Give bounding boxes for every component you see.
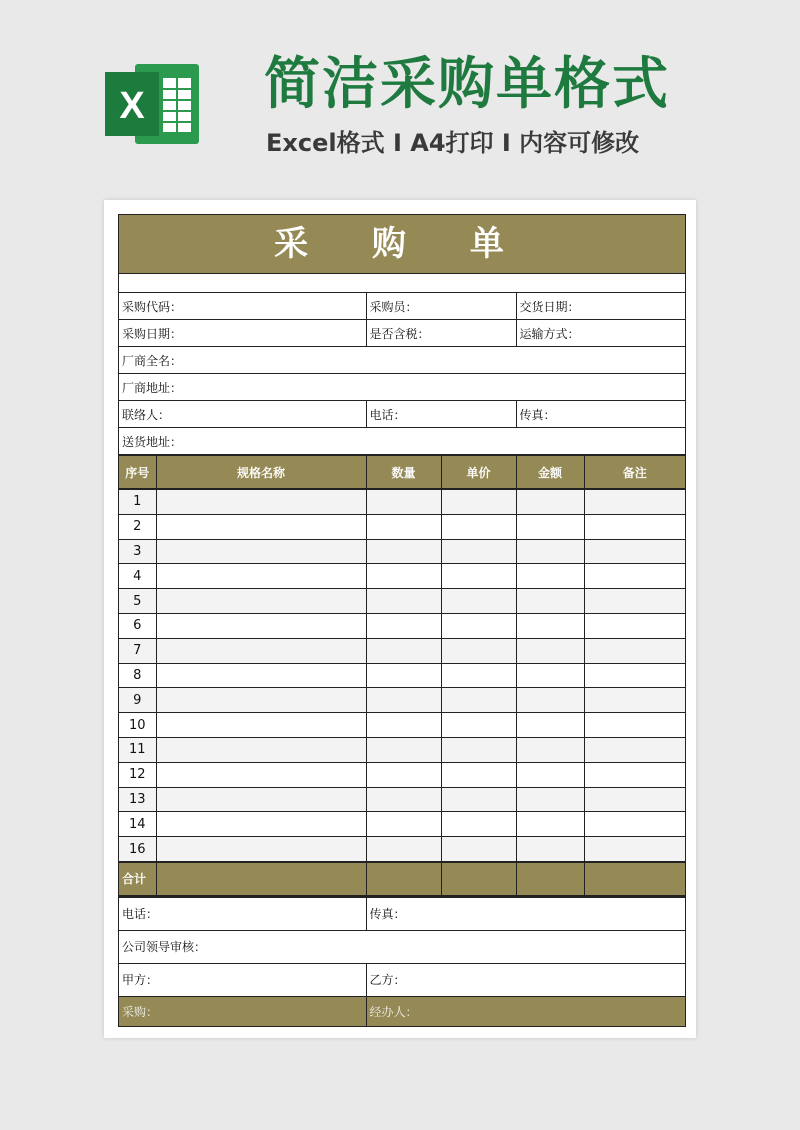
item-amount-cell[interactable]: [516, 737, 584, 762]
subheadline: Excel格式 I A4打印 I 内容可修改: [266, 129, 640, 157]
item-amount-cell[interactable]: [516, 713, 584, 738]
item-amount-cell[interactable]: [516, 787, 584, 812]
purchase-code-field[interactable]: 采购代码：: [119, 293, 366, 320]
item-amount-cell[interactable]: [516, 489, 584, 514]
party-a-field[interactable]: 甲方：: [119, 963, 366, 996]
table-row: [119, 713, 685, 738]
item-index: 3: [119, 539, 156, 564]
item-qty-cell[interactable]: [366, 564, 441, 589]
form-title: 采 购 单: [119, 215, 685, 274]
item-index: 4: [119, 564, 156, 589]
item-price-cell[interactable]: [441, 638, 516, 663]
info-table: [119, 293, 685, 455]
table-row: [119, 589, 685, 614]
item-spec-cell[interactable]: [156, 489, 366, 514]
item-qty-cell[interactable]: [366, 539, 441, 564]
purchase-order-sheet: [118, 214, 686, 1027]
total-amount-cell[interactable]: [516, 862, 584, 896]
table-row: [119, 688, 685, 713]
items-table: [119, 455, 685, 897]
info-row: [119, 374, 685, 401]
buyer-field[interactable]: 采购员：: [366, 293, 516, 320]
item-notes-cell[interactable]: [584, 688, 685, 713]
item-amount-cell[interactable]: [516, 688, 584, 713]
delivery-address-field[interactable]: 送货地址：: [119, 428, 685, 455]
total-notes-cell[interactable]: [584, 862, 685, 896]
item-notes-cell[interactable]: [584, 787, 685, 812]
item-spec-cell[interactable]: [156, 812, 366, 837]
table-row: [119, 539, 685, 564]
item-notes-cell[interactable]: [584, 663, 685, 688]
vendor-address-field[interactable]: 厂商地址：: [119, 374, 685, 401]
item-spec-cell[interactable]: [156, 564, 366, 589]
purchase-date-field[interactable]: 采购日期：: [119, 320, 366, 347]
phone-field[interactable]: 电话：: [366, 401, 516, 428]
info-row: [119, 401, 685, 428]
item-price-cell[interactable]: [441, 812, 516, 837]
col-header-amount: 金额: [516, 456, 584, 490]
col-header-notes: 备注: [584, 456, 685, 490]
item-price-cell[interactable]: [441, 613, 516, 638]
total-price-cell[interactable]: [441, 862, 516, 896]
info-row: [119, 320, 685, 347]
item-spec-cell[interactable]: [156, 762, 366, 787]
item-spec-cell[interactable]: [156, 787, 366, 812]
handler-field[interactable]: 经办人：: [366, 996, 685, 1026]
item-amount-cell[interactable]: [516, 812, 584, 837]
item-notes-cell[interactable]: [584, 564, 685, 589]
item-spec-cell[interactable]: [156, 539, 366, 564]
item-index: 8: [119, 663, 156, 688]
item-price-cell[interactable]: [441, 837, 516, 862]
item-notes-cell[interactable]: [584, 539, 685, 564]
table-row: [119, 489, 685, 514]
table-row: [119, 613, 685, 638]
item-price-cell[interactable]: [441, 514, 516, 539]
item-price-cell[interactable]: [441, 762, 516, 787]
item-index: 11: [119, 737, 156, 762]
col-header-price: 单价: [441, 456, 516, 490]
table-row: [119, 663, 685, 688]
info-row: [119, 347, 685, 374]
item-amount-cell[interactable]: [516, 564, 584, 589]
item-price-cell[interactable]: [441, 737, 516, 762]
item-spec-cell[interactable]: [156, 837, 366, 862]
item-qty-cell[interactable]: [366, 812, 441, 837]
item-notes-cell[interactable]: [584, 837, 685, 862]
table-row: [119, 837, 685, 862]
item-qty-cell[interactable]: [366, 713, 441, 738]
item-qty-cell[interactable]: [366, 787, 441, 812]
table-row: [119, 564, 685, 589]
contact-field[interactable]: 联络人：: [119, 401, 366, 428]
info-row: [119, 293, 685, 320]
vendor-name-field[interactable]: 厂商全名：: [119, 347, 685, 374]
item-price-cell[interactable]: [441, 539, 516, 564]
table-row: [119, 762, 685, 787]
total-qty-cell[interactable]: [366, 862, 441, 896]
col-header-qty: 数量: [366, 456, 441, 490]
col-header-index: 序号: [119, 456, 156, 490]
item-index: 9: [119, 688, 156, 713]
table-row: [119, 737, 685, 762]
footer-fax-field[interactable]: 传真：: [366, 897, 685, 930]
item-index: 2: [119, 514, 156, 539]
item-price-cell[interactable]: [441, 713, 516, 738]
item-index: 10: [119, 713, 156, 738]
items-header-row: [119, 456, 685, 490]
item-amount-cell[interactable]: [516, 663, 584, 688]
item-index: 5: [119, 589, 156, 614]
item-spec-cell[interactable]: [156, 613, 366, 638]
table-row: [119, 812, 685, 837]
item-qty-cell[interactable]: [366, 688, 441, 713]
item-index: 12: [119, 762, 156, 787]
item-price-cell[interactable]: [441, 589, 516, 614]
item-spec-cell[interactable]: [156, 688, 366, 713]
info-row: [119, 428, 685, 455]
party-b-field[interactable]: 乙方：: [366, 963, 685, 996]
purchaser-field[interactable]: 采购：: [119, 996, 366, 1026]
item-notes-cell[interactable]: [584, 812, 685, 837]
footer-row: [119, 930, 685, 963]
item-notes-cell[interactable]: [584, 514, 685, 539]
table-row: [119, 787, 685, 812]
excel-logo-icon: [105, 58, 201, 150]
item-spec-cell[interactable]: [156, 589, 366, 614]
total-row: [119, 862, 685, 896]
total-label: 合计: [119, 862, 156, 896]
tax-included-field[interactable]: 是否含税：: [366, 320, 516, 347]
item-price-cell[interactable]: [441, 663, 516, 688]
item-amount-cell[interactable]: [516, 514, 584, 539]
item-amount-cell[interactable]: [516, 539, 584, 564]
item-index: 6: [119, 613, 156, 638]
item-qty-cell[interactable]: [366, 837, 441, 862]
shipping-method-field[interactable]: 运输方式：: [516, 320, 685, 347]
footer-table: [119, 897, 685, 1026]
purchase-order-paper: [104, 200, 696, 1038]
item-spec-cell[interactable]: [156, 663, 366, 688]
item-notes-cell[interactable]: [584, 762, 685, 787]
total-spec-cell[interactable]: [156, 862, 366, 896]
item-price-cell[interactable]: [441, 489, 516, 514]
item-index: 16: [119, 837, 156, 862]
footer-row: [119, 963, 685, 996]
item-index: 7: [119, 638, 156, 663]
item-price-cell[interactable]: [441, 787, 516, 812]
item-qty-cell[interactable]: [366, 638, 441, 663]
footer-row: [119, 996, 685, 1026]
item-price-cell[interactable]: [441, 688, 516, 713]
headline: 简洁采购单格式: [264, 52, 670, 117]
footer-row: [119, 897, 685, 930]
table-row: [119, 514, 685, 539]
footer-phone-field[interactable]: 电话：: [119, 897, 366, 930]
delivery-date-field[interactable]: 交货日期：: [516, 293, 685, 320]
fax-field[interactable]: 传真：: [516, 401, 685, 428]
item-qty-cell[interactable]: [366, 663, 441, 688]
spacer-row: [119, 274, 685, 293]
item-spec-cell[interactable]: [156, 514, 366, 539]
item-spec-cell[interactable]: [156, 737, 366, 762]
table-row: [119, 638, 685, 663]
item-index: 1: [119, 489, 156, 514]
col-header-spec: 规格名称: [156, 456, 366, 490]
item-index: 13: [119, 787, 156, 812]
item-index: 14: [119, 812, 156, 837]
item-qty-cell[interactable]: [366, 589, 441, 614]
item-notes-cell[interactable]: [584, 638, 685, 663]
item-notes-cell[interactable]: [584, 713, 685, 738]
item-spec-cell[interactable]: [156, 713, 366, 738]
item-qty-cell[interactable]: [366, 737, 441, 762]
item-amount-cell[interactable]: [516, 762, 584, 787]
item-spec-cell[interactable]: [156, 638, 366, 663]
item-qty-cell[interactable]: [366, 514, 441, 539]
item-notes-cell[interactable]: [584, 737, 685, 762]
item-notes-cell[interactable]: [584, 489, 685, 514]
item-amount-cell[interactable]: [516, 589, 584, 614]
item-amount-cell[interactable]: [516, 837, 584, 862]
item-qty-cell[interactable]: [366, 489, 441, 514]
item-qty-cell[interactable]: [366, 613, 441, 638]
svg-text:X: X: [119, 85, 145, 127]
item-qty-cell[interactable]: [366, 762, 441, 787]
approval-field[interactable]: 公司领导审核：: [119, 930, 685, 963]
item-notes-cell[interactable]: [584, 589, 685, 614]
item-amount-cell[interactable]: [516, 613, 584, 638]
item-amount-cell[interactable]: [516, 638, 584, 663]
item-price-cell[interactable]: [441, 564, 516, 589]
item-notes-cell[interactable]: [584, 613, 685, 638]
